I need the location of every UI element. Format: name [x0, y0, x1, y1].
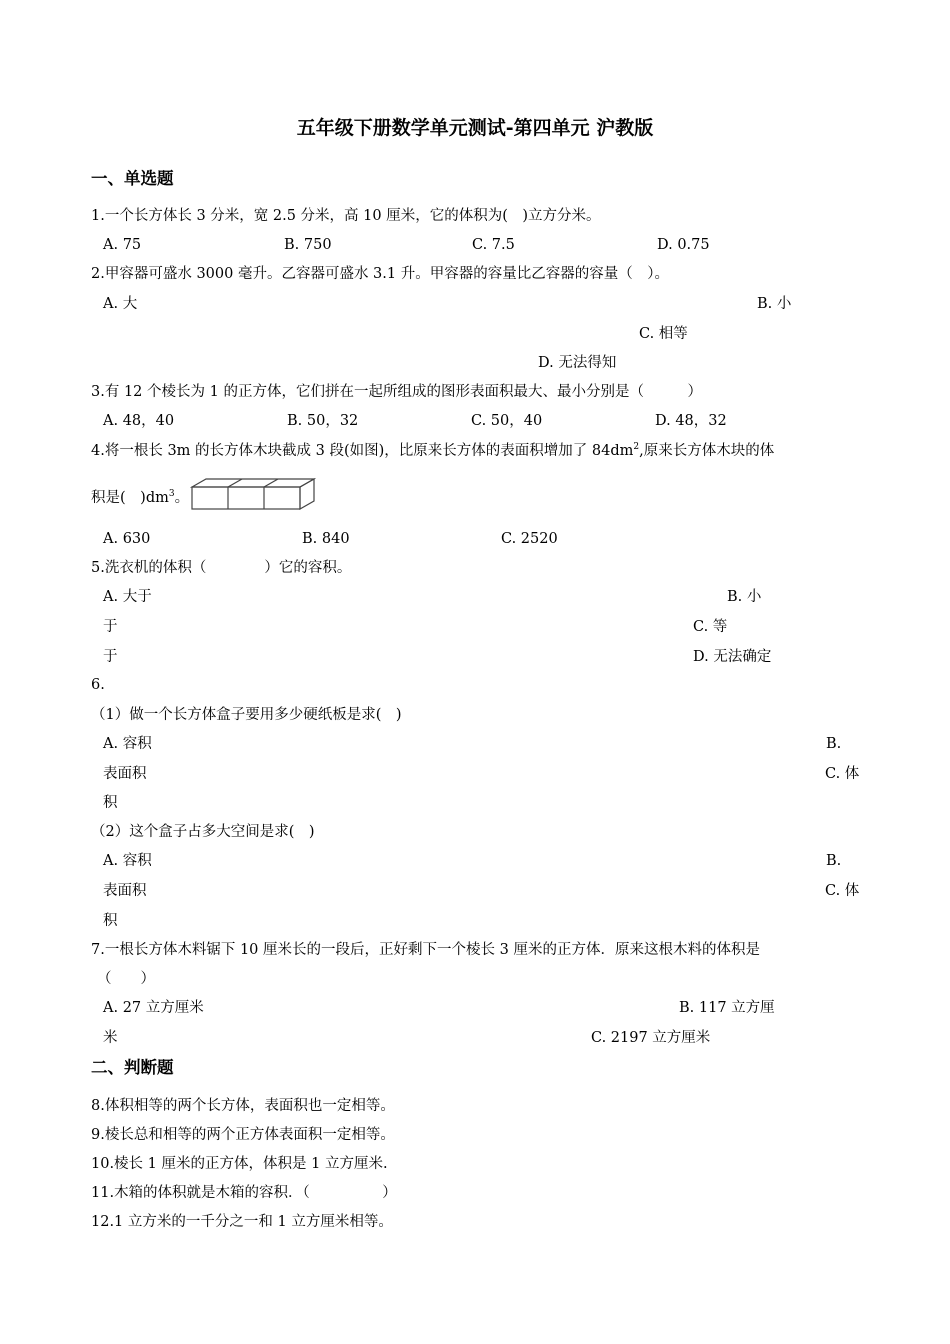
q2-option-a: A. 大 — [103, 296, 138, 312]
q6-sub2-option-a: A. 容积 — [103, 853, 152, 869]
q4-stem — [91, 441, 774, 461]
q7-option-b: B. 117 立方厘 — [679, 1000, 775, 1016]
q7-option-a: A. 27 立方厘米 — [103, 1000, 204, 1016]
q6-sub1-option-a: A. 容积 — [103, 736, 152, 752]
q2-option-c: C. 相等 — [639, 326, 688, 342]
q3-option-a: A. 48，40 — [103, 413, 175, 429]
q2-option-b: B. 小 — [757, 296, 792, 312]
page-title: 五年级下册数学单元测试-第四单元 沪教版 — [296, 117, 654, 139]
q3-stem: 3.有 12 个棱长为 1 的正方体，它们拼在一起所组成的图形表面积最大、最小分别是（ ） — [91, 384, 702, 400]
q8-statement: 8.体积相等的两个长方体，表面积也一定相等。 — [91, 1098, 395, 1114]
q6-sub2-option-c: C. 体 — [825, 883, 860, 899]
q6-sub1-option-c: C. 体 — [825, 766, 860, 782]
q4-line2-part1: 积是( )dm — [91, 490, 169, 506]
q3-option-b: B. 50，32 — [287, 413, 359, 429]
q4-sup-squared: 2 — [633, 442, 640, 453]
q12-statement: 12.1 立方米的一千分之一和 1 立方厘米相等。 — [91, 1214, 393, 1230]
q4-option-a: A. 630 — [103, 531, 151, 547]
q9-statement: 9.棱长总和相等的两个正方体表面积一定相等。 — [91, 1127, 395, 1143]
q5-option-c: C. 等 — [693, 619, 728, 635]
q6-sub2-stem: （2）这个盒子占多大空间是求( ) — [91, 824, 315, 840]
q5-option-a: A. 大于 — [103, 589, 152, 605]
q1-option-b: B. 750 — [284, 237, 332, 253]
q5-option-b: B. 小 — [727, 589, 762, 605]
q5-stem: 5.洗衣机的体积（ ）它的容积。 — [91, 560, 352, 576]
section-true-false: 二、判断题 — [91, 1058, 174, 1077]
q7-stem-wrap: （ ） — [97, 971, 155, 987]
q4-stem-line2 — [91, 488, 189, 508]
q5-option-b-wrap: 于 — [103, 619, 118, 635]
q1-option-c: C. 7.5 — [472, 237, 515, 253]
q4-sup-cubed: 3 — [168, 489, 175, 500]
q3-option-d: D. 48，32 — [655, 413, 727, 429]
q7-option-c: C. 2197 立方厘米 — [591, 1030, 711, 1046]
section-single-choice: 一、单选题 — [91, 169, 174, 188]
q6-sub2-option-b-wrap: 表面积 — [103, 883, 147, 899]
q6-sub1-option-c-wrap: 积 — [103, 795, 118, 811]
q11-statement: 11.木箱的体积就是木箱的容积．（ ） — [91, 1185, 397, 1201]
q4-option-c: C. 2520 — [501, 531, 558, 547]
q4-option-b: B. 840 — [302, 531, 350, 547]
q1-option-d: D. 0.75 — [657, 237, 710, 253]
q2-stem: 2.甲容器可盛水 3000 毫升。乙容器可盛水 3.1 升。甲容器的容量比乙容器的容量（ ）。 — [91, 266, 669, 282]
q4-wood-block-figure — [190, 477, 316, 511]
q2-option-d: D. 无法得知 — [538, 355, 617, 371]
q6-sub2-option-b: B. — [826, 853, 842, 869]
q3-option-c: C. 50，40 — [471, 413, 543, 429]
q6-sub1-option-b-wrap: 表面积 — [103, 766, 147, 782]
q4-stem-part2: ,原来长方体木块的体 — [639, 443, 775, 459]
q7-stem: 7.一根长方体木料锯下 10 厘米长的一段后，正好剩下一个棱长 3 厘米的正方体．原来这根木料的体积是 — [91, 942, 760, 958]
q10-statement: 10.棱长 1 厘米的正方体，体积是 1 立方厘米. — [91, 1156, 388, 1172]
q6-number: 6. — [91, 677, 105, 693]
q5-option-c-wrap: 于 — [103, 649, 118, 665]
q6-sub2-option-c-wrap: 积 — [103, 913, 118, 929]
q4-stem-part1: 4.将一根长 3m 的长方体木块截成 3 段(如图)，比原来长方体的表面积增加了 84dm — [91, 443, 634, 459]
q6-sub1-stem: （1）做一个长方体盒子要用多少硬纸板是求( ) — [91, 707, 402, 723]
q1-option-a: A. 75 — [103, 237, 142, 253]
q1-stem: 1.一个长方体长 3 分米，宽 2.5 分米，高 10 厘米，它的体积为( )立方分米。 — [91, 208, 601, 224]
q7-option-b-wrap: 米 — [103, 1030, 118, 1046]
q6-sub1-option-b: B. — [826, 736, 842, 752]
q5-option-d: D. 无法确定 — [693, 649, 772, 665]
q4-line2-part2: 。 — [174, 490, 190, 506]
